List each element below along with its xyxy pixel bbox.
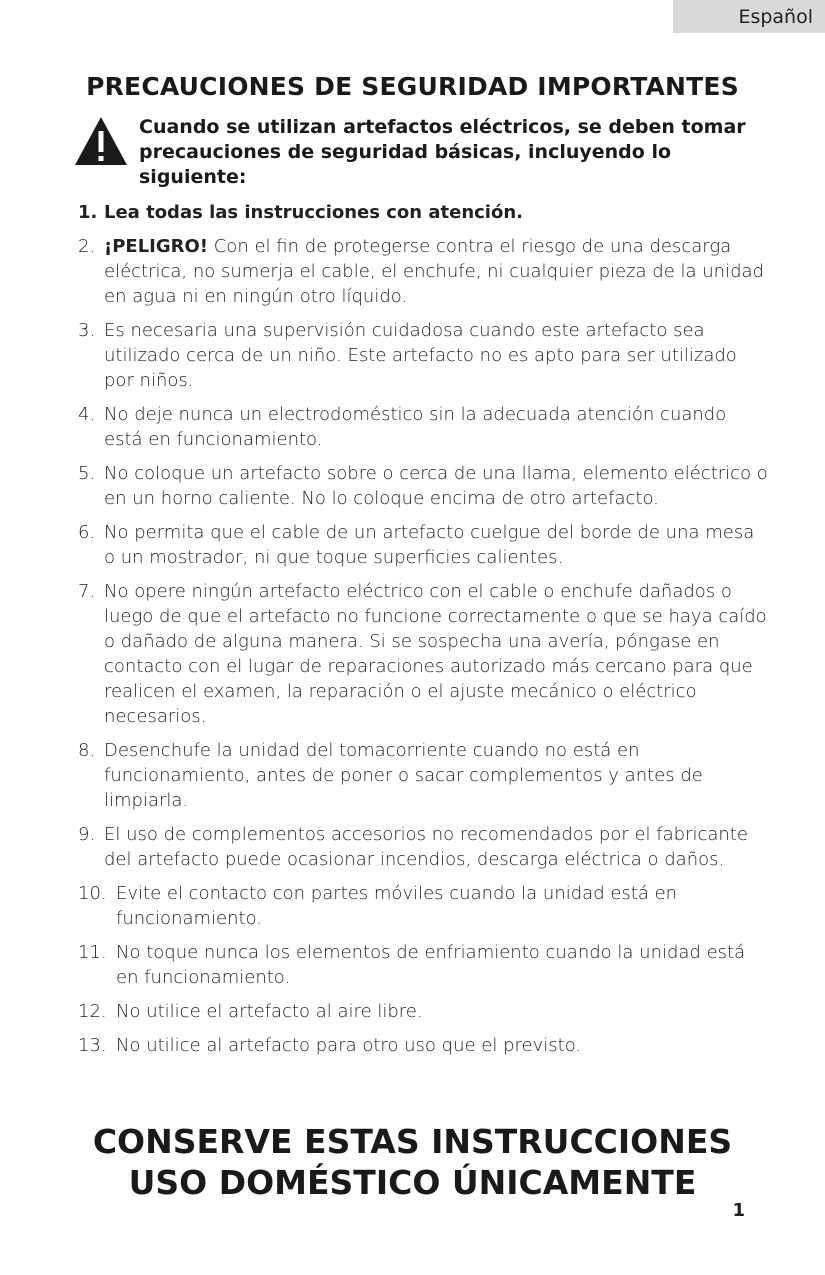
list-item: 3. Es necesaria una supervisión cuidadosa cuando este artefacto sea utilizado cerca de un niño. Este artefacto no es apto para ser utilizado por niños. — [78, 320, 737, 391]
warning-triangle-icon — [74, 116, 128, 166]
safety-list — [78, 200, 768, 1067]
page-title: PRECAUCIONES DE SEGURIDAD IMPORTANTES — [86, 72, 739, 101]
list-item: 6. No permita que el cable de un artefacto cuelgue del borde de una mesa o un mostrador, ni que toque superficies calientes. — [78, 522, 755, 568]
list-item: 10. Evite el contacto con partes móviles cuando la unidad está en funcionamiento. — [78, 883, 678, 929]
list-item: 12. No utilice el artefacto al aire libre. — [78, 1001, 423, 1022]
list-item: 1. Lea todas las instrucciones con atención. — [78, 202, 523, 223]
footer-heading — [0, 1121, 825, 1203]
list-item: 2. ¡PELIGRO! Con el fin de protegerse contra el riesgo de una descarga eléctrica, no sumerja el cable, el enchufe, ni cualquier pieza de la unidad en agua ni en ningún otro líquido. — [78, 236, 764, 307]
intro-paragraph: Cuando se utilizan artefactos eléctricos, se deben tomar precauciones de seguridad básicas, incluyendo lo siguiente: — [139, 116, 746, 188]
list-item: 9. El uso de complementos accesorios no recomendados por el fabricante del artefacto puede ocasionar incendios, descarga eléctrica o daños. — [78, 824, 748, 870]
list-item: 13. No utilice al artefacto para otro uso que el previsto. — [78, 1035, 582, 1056]
list-item: 11. No toque nunca los elementos de enfriamiento cuando la unidad está en funcionamiento. — [78, 942, 746, 988]
footer-line-2: USO DOMÉSTICO ÚNICAMENTE — [128, 1163, 697, 1202]
list-item: 5. No coloque un artefacto sobre o cerca de una llama, elemento eléctrico o en un horno caliente. No lo coloque encima de otro artefacto. — [78, 463, 768, 509]
language-tab: Español — [673, 0, 825, 33]
list-item: 4. No deje nunca un electrodoméstico sin la adecuada atención cuando está en funcionamiento. — [78, 404, 727, 450]
list-item: 8. Desenchufe la unidad del tomacorriente cuando no está en funcionamiento, antes de poner o sacar complementos y antes de limpiarla. — [78, 740, 703, 811]
danger-label: ¡PELIGRO! — [104, 236, 209, 257]
list-item: 7. No opere ningún artefacto eléctrico con el cable o enchufe dañados o luego de que el artefacto no funcione correctamente o que se haya caído o dañado de alguna manera. Si se sospecha una avería, póngase en contacto con el lugar de reparaciones autorizado más cercano para que realicen el examen, la reparación o el ajuste mecánico o eléctrico necesarios. — [78, 581, 767, 727]
page-number: 1 — [732, 1200, 745, 1221]
footer-line-1: CONSERVE ESTAS INSTRUCCIONES — [92, 1122, 733, 1161]
